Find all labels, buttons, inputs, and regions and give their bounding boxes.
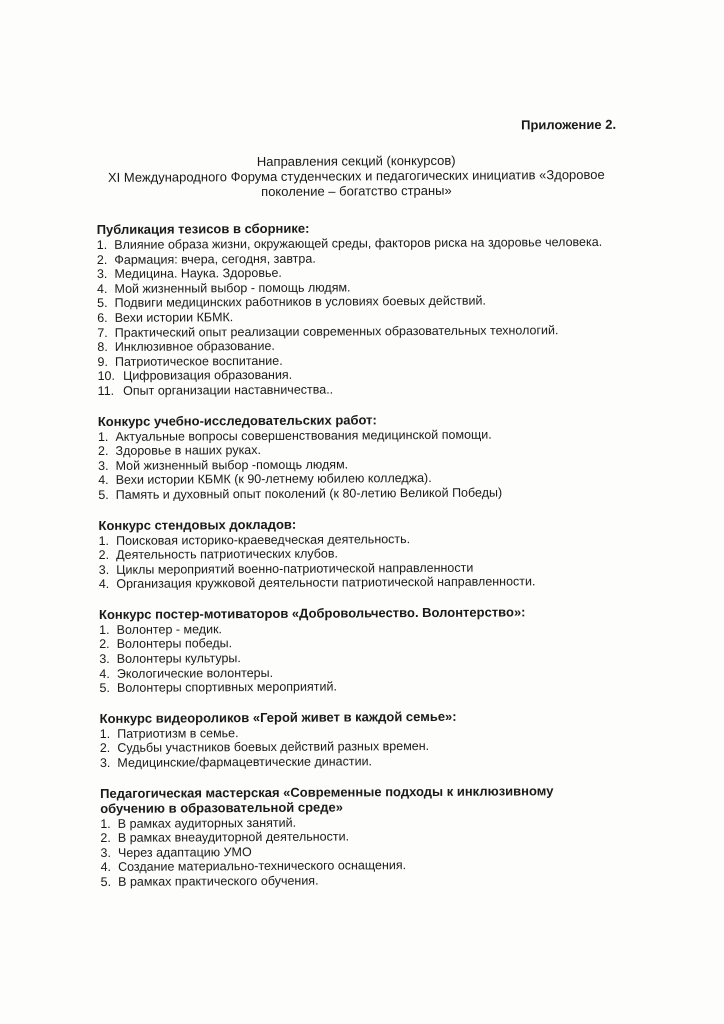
list-item-text: Память и духовный опыт поколений (к 80-летию Великой Победы) xyxy=(115,485,503,502)
section-list xyxy=(100,813,620,889)
header-line-1: Направления секций (конкурсов) xyxy=(256,152,456,170)
list-item-text: Патриотизм в семье. xyxy=(117,725,239,741)
section-title: Конкурс постер-мотиваторов «Добровольчество. Волонтерство»: xyxy=(98,604,526,622)
list-item-text: Инклюзивное образование. xyxy=(114,339,275,355)
list-item xyxy=(99,574,619,592)
list-item-text: Волонтер - медик. xyxy=(116,622,223,637)
section xyxy=(98,514,618,592)
list-item-number: 5. xyxy=(100,874,112,889)
section-title: Конкурс учебно-исследовательских работ: xyxy=(97,411,377,429)
sections-container xyxy=(97,219,621,890)
list-item-text: Мой жизненный выбор - помощь людям. xyxy=(114,280,351,296)
list-item-number: 11. xyxy=(97,383,115,398)
section-list xyxy=(100,724,620,771)
header-line-3: поколение – богатство страны» xyxy=(261,182,452,199)
list-item-text: Влияние образа жизни, окружающей среды, факторов риска на здоровье человека. xyxy=(114,234,603,252)
section-list xyxy=(99,620,619,696)
list-item-text: Практический опыт реализации современных образовательных технологий. xyxy=(114,322,559,340)
list-item-number: 2. xyxy=(96,252,108,267)
section xyxy=(98,410,619,502)
list-item-number: 3. xyxy=(100,845,111,860)
list-item-number: 5. xyxy=(98,487,109,502)
list-item xyxy=(98,381,618,399)
list-item-text: Волонтеры победы. xyxy=(116,636,233,652)
list-item-text: Подвиги медицинских работников в условиях боевых действий. xyxy=(114,293,486,311)
section-title: Конкурс стендовых докладов: xyxy=(98,516,297,533)
list-item-text: Волонтеры спортивных мероприятий. xyxy=(116,679,337,696)
section xyxy=(97,219,618,399)
list-item-text: Медицина. Наука. Здоровье. xyxy=(114,266,282,282)
list-item-number: 4. xyxy=(98,473,109,488)
list-item-number: 9. xyxy=(97,354,108,369)
list-item-number: 3. xyxy=(98,458,109,473)
list-item-text: Экологические волонтеры. xyxy=(116,665,274,681)
list-item-text: Организация кружковой деятельности патриотической направленности. xyxy=(116,574,536,592)
list-item-number: 3. xyxy=(96,267,108,282)
list-item-number: 8. xyxy=(97,340,108,355)
list-item-text: В рамках аудиторных занятий. xyxy=(117,815,297,831)
list-item-text: В рамках внеаудиторной деятельности. xyxy=(117,829,350,846)
appendix-label: Приложение 2. xyxy=(521,116,617,133)
section xyxy=(99,604,620,696)
section-list xyxy=(99,530,619,592)
list-item-text: Деятельность патриотических клубов. xyxy=(116,546,339,562)
list-item xyxy=(99,678,619,696)
document-content xyxy=(96,117,621,905)
section-title: Публикация тезисов в сборнике: xyxy=(96,220,310,237)
list-item-number: 1. xyxy=(99,726,111,741)
list-item-text: Создание материально-технического оснащения. xyxy=(118,858,407,875)
list-item-text: Поисковая историко-краеведческая деятельность. xyxy=(116,531,411,548)
list-item-text: В рамках практического обучения. xyxy=(118,873,319,889)
list-item-number: 3. xyxy=(99,755,111,771)
list-item-text: Цифровизация образования. xyxy=(123,368,293,384)
list-item xyxy=(98,485,618,503)
list-item xyxy=(101,872,621,890)
list-item-number: 6. xyxy=(97,310,108,325)
list-item-number: 1. xyxy=(99,622,110,637)
list-item-text: Фармация: вчера, сегодня, завтра. xyxy=(114,251,316,267)
list-item-text: Через адаптацию УМО xyxy=(117,844,252,860)
list-item-text: Судьбы участников боевых действий разных времен. xyxy=(117,739,430,756)
list-item-number: 3. xyxy=(98,562,110,577)
list-item-number: 7. xyxy=(97,325,108,340)
section-title: Конкурс видеороликов «Герой живет в каждой семье»: xyxy=(99,708,457,726)
list-item-number: 2. xyxy=(99,637,110,652)
list-item-text: Волонтеры культуры. xyxy=(116,651,241,666)
list-item-number: 1. xyxy=(97,429,109,444)
list-item-number: 10. xyxy=(97,369,115,384)
list-item-number: 2. xyxy=(98,548,110,563)
list-item-text: Медицинские/фармацевтические династии. xyxy=(117,754,373,770)
list-item-text: Вехи истории КБМК (к 90-летнему юбилею колледжа). xyxy=(115,471,432,488)
list-item-text: Патриотическое воспитание. xyxy=(114,353,283,369)
list-item-number: 4. xyxy=(96,281,108,296)
list-item-text: Циклы мероприятий военно-патриотической направленности xyxy=(116,560,474,577)
list-item xyxy=(100,753,620,771)
list-item-number: 2. xyxy=(99,741,111,756)
list-item-text: Опыт организации наставничества.. xyxy=(123,382,334,398)
section-title: Педагогическая мастерская «Современные подходы к инклюзивному обучению в образовательной среде» xyxy=(100,782,554,816)
list-item-number: 1. xyxy=(98,533,110,548)
section xyxy=(100,782,621,889)
list-item-number: 5. xyxy=(97,296,108,311)
header-line-2: XI Международного Форума студенческих и педагогических инициатив «Здоровое xyxy=(107,166,605,185)
list-item-text: Мой жизненный выбор -помощь людям. xyxy=(115,457,349,473)
list-item-text: Вехи истории КБМК. xyxy=(114,310,234,325)
list-item-number: 4. xyxy=(99,666,110,681)
section-list xyxy=(97,235,618,399)
section xyxy=(100,708,620,771)
list-item-number: 2. xyxy=(100,831,111,846)
list-item-text: Здоровье в наших руках. xyxy=(115,443,262,459)
list-item-number: 3. xyxy=(99,651,110,667)
list-item-number: 4. xyxy=(98,577,110,592)
list-item-number: 1. xyxy=(100,816,111,831)
section-list xyxy=(98,426,618,502)
document-header xyxy=(96,152,616,200)
list-item-number: 2. xyxy=(97,444,109,459)
list-item-number: 1. xyxy=(96,237,108,252)
list-item-number: 4. xyxy=(100,860,112,875)
list-item-text: Актуальные вопросы совершенствования медицинской помощи. xyxy=(115,427,492,444)
list-item-number: 5. xyxy=(99,681,110,696)
